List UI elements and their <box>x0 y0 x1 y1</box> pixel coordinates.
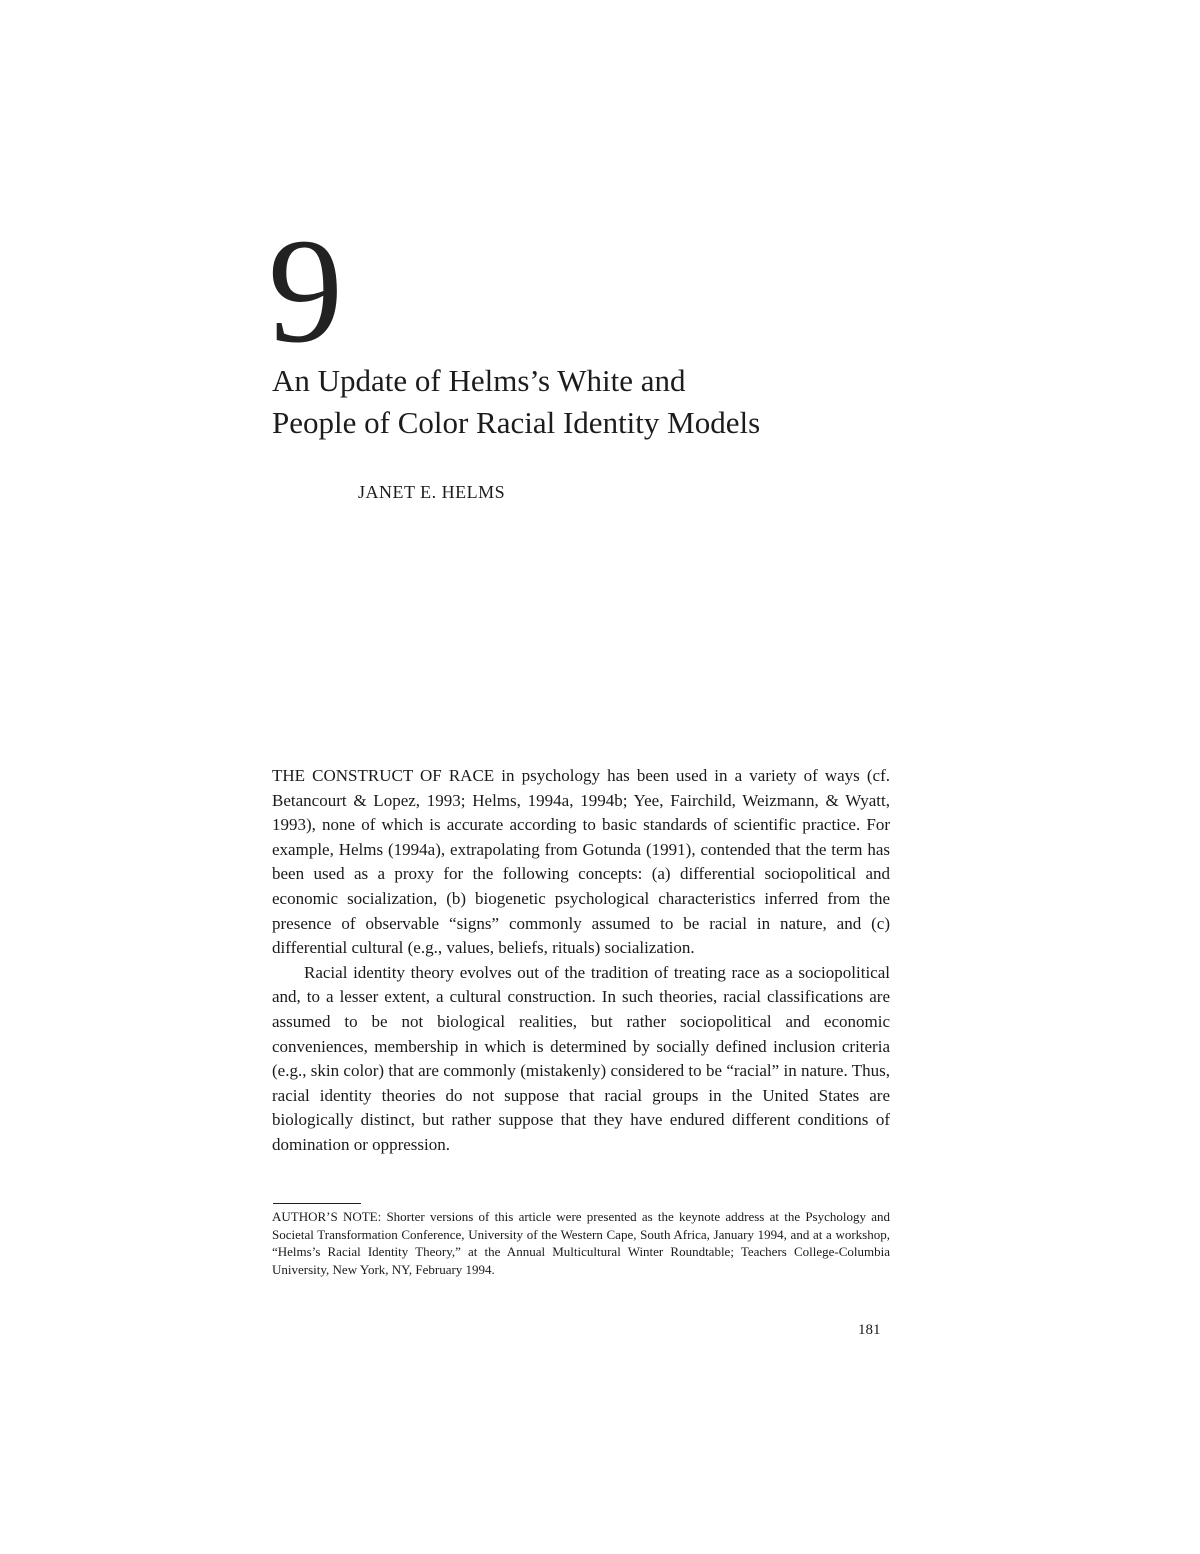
author-note-footnote: AUTHOR’S NOTE: Shorter versions of this article were presented as the keynote address at the Psychology and Societal Transformation Conference, University of the Western Cape, South Africa, January 1994, and at a workshop, “Helms’s Racial Identity Theory,” at the Annual Multicultural Winter Roundtable; Teachers College-Columbia University, New York, NY, February 1994. <box>272 1209 890 1277</box>
chapter-title-line-2: People of Color Racial Identity Models <box>272 405 761 440</box>
paragraph-2: Racial identity theory evolves out of the tradition of treating race as a sociopolitical and, to a lesser extent, a cultural construction. In such theories, racial classifications are assumed to be not biological realities, but rather sociopolitical and economic conveniences, membership in which is determined by socially defined inclusion criteria (e.g., skin color) that are commonly (mistakenly) considered to be “racial” in nature. Thus, racial identity theories do not suppose that racial groups in the United States are biologically distinct, but rather suppose that they have endured different conditions of domination or oppression. <box>272 962 890 1154</box>
chapter-title-line-1: An Update of Helms’s White and <box>272 363 686 398</box>
author-name: JANET E. HELMS <box>358 482 506 502</box>
footnote-divider <box>273 1203 361 1204</box>
chapter-title <box>272 360 872 444</box>
paragraph-1: THE CONSTRUCT OF RACE in psychology has been used in a variety of ways (cf. Betancourt & Lopez, 1993; Helms, 1994a, 1994b; Yee, Fairchild, Weizmann, & Wyatt, 1993), none of which is accurate according to basic standards of scientific practice. For example, Helms (1994a), extrapolating from Gotunda (1991), contended that the term has been used as a proxy for the following concepts: (a) differential sociopolitical and economic socialization, (b) biogenetic psychological characteristics inferred from the presence of observable “signs” commonly assumed to be racial in nature, and (c) differential cultural (e.g., values, beliefs, rituals) socialization. <box>272 766 890 958</box>
body-text <box>272 764 890 1158</box>
chapter-number: 9 <box>268 208 341 374</box>
page-number: 181 <box>858 1322 881 1338</box>
